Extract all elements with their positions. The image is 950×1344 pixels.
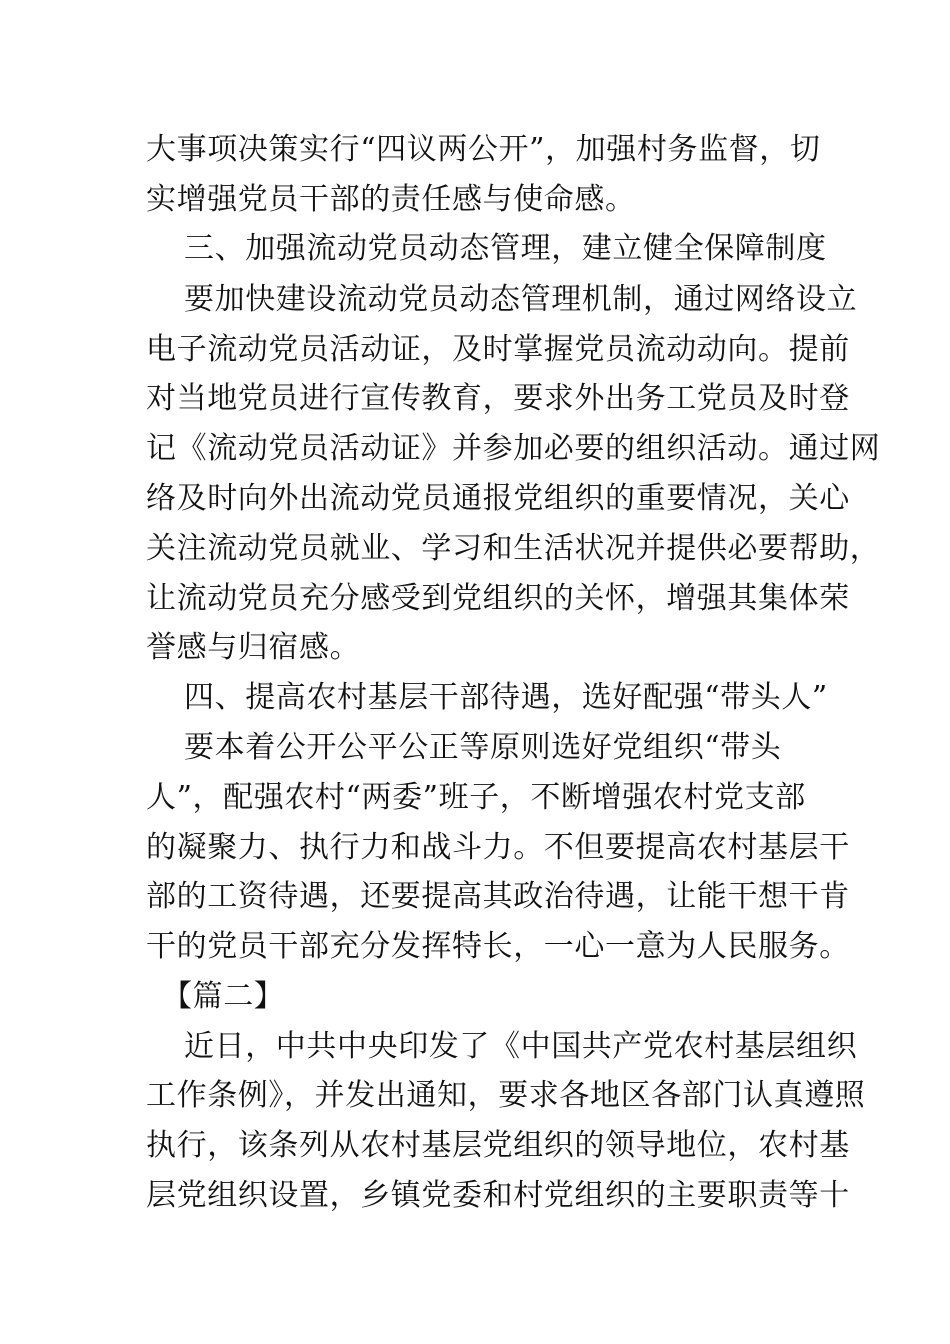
text-line: 关注流动党员就业、学习和生活状况并提供必要帮助， <box>146 531 881 566</box>
text-line: 层党组织设置，乡镇党委和村党组织的主要职责等十 <box>146 1178 850 1213</box>
text-line: 要加快建设流动党员动态管理机制，通过网络设立 <box>184 282 858 317</box>
text-line: 电子流动党员活动证，及时掌握党员流动动向。提前 <box>146 332 850 367</box>
section-heading: 三、加强流动党员动态管理，建立健全保障制度 <box>184 231 827 266</box>
text-line: 执行，该条列从农村基层党组织的领导地位，农村基 <box>146 1128 850 1163</box>
text-line: 部的工资待遇，还要提高其政治待遇，让能干想干肯 <box>146 879 850 914</box>
text-line: 要本着公开公平公正等原则选好党组织“带头 <box>184 730 782 765</box>
text-line: 大事项决策实行“四议两公开”，加强村务监督，切 <box>146 132 821 167</box>
text-line: 络及时向外出流动党员通报党组织的重要情况，关心 <box>146 481 850 516</box>
text-line: 让流动党员充分感受到党组织的关怀，增强其集体荣 <box>146 581 850 616</box>
text-line: 干的党员干部充分发挥特长，一心一意为人民服务。 <box>146 929 850 964</box>
text-line: 对当地党员进行宣传教育，要求外出务工党员及时登 <box>146 381 850 416</box>
text-line: 誉感与归宿感。 <box>146 630 361 665</box>
text-line: 记《流动党员活动证》并参加必要的组织活动。通过网 <box>146 431 881 466</box>
text-line: 工作条例》，并发出通知，要求各地区各部门认真遵照 <box>146 1078 866 1113</box>
section-heading: 四、提高农村基层干部待遇，选好配强“带头人” <box>184 680 828 715</box>
text-line: 的凝聚力、执行力和战斗力。不但要提高农村基层干 <box>146 830 850 865</box>
part-heading: 【篇二】 <box>162 979 285 1014</box>
text-line: 实增强党员干部的责任感与使命感。 <box>146 182 636 217</box>
text-line: 人”，配强农村“两委”班子，不断增强农村党支部 <box>146 780 806 815</box>
text-line: 近日，中共中央印发了《中国共产党农村基层组织 <box>184 1029 858 1064</box>
